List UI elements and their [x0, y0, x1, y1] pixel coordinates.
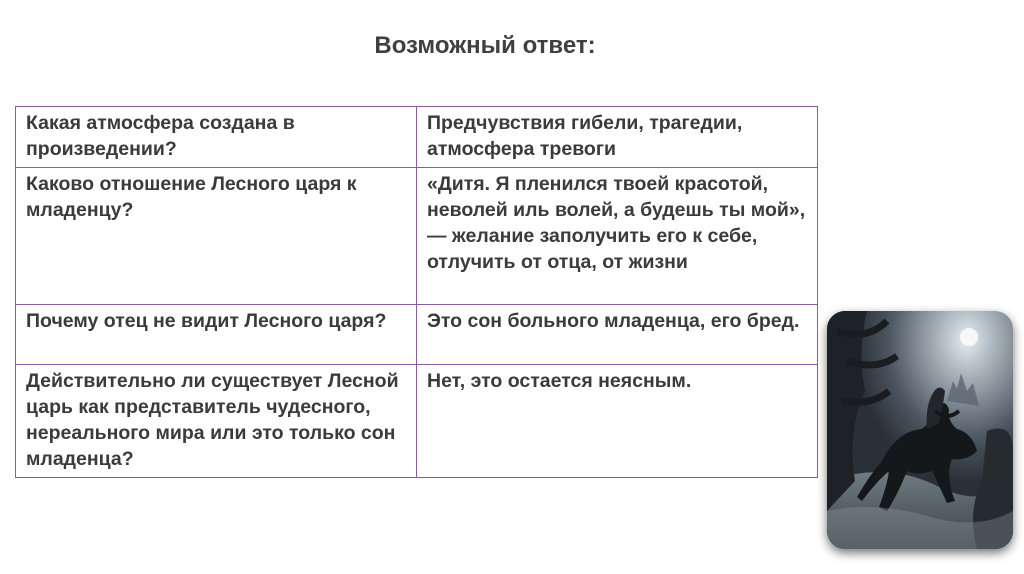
table-row: [16, 305, 818, 365]
question-cell: Почему отец не видит Лесного царя?: [16, 305, 417, 365]
page-title: Возможный ответ:: [374, 32, 596, 59]
answer-cell: Это сон больного младенца, его бред.: [417, 305, 818, 365]
table-row: [16, 107, 818, 168]
table-row: [16, 168, 818, 305]
illustration-svg: [827, 311, 1013, 549]
question-cell: Действительно ли существует Лесной царь как представитель чудесного, нереального мира или это только сон младенца?: [16, 365, 417, 478]
question-cell: Какая атмосфера создана в произведении?: [16, 107, 417, 168]
answer-cell: Нет, это остается неясным.: [417, 365, 818, 478]
table-row: [16, 365, 818, 478]
answer-cell: «Дитя. Я пленился твоей красотой, неволей иль волей, а будешь ты мой», — желание заполучить его к себе, отлучить от отца, от жизни: [417, 168, 818, 305]
question-cell: Каково отношение Лесного царя к младенцу?: [16, 168, 417, 305]
moon-shape: [960, 328, 978, 346]
night-rider-illustration: [827, 311, 1013, 549]
answer-cell: Предчувствия гибели, трагедии, атмосфера тревоги: [417, 107, 818, 168]
qa-table: [15, 106, 818, 478]
